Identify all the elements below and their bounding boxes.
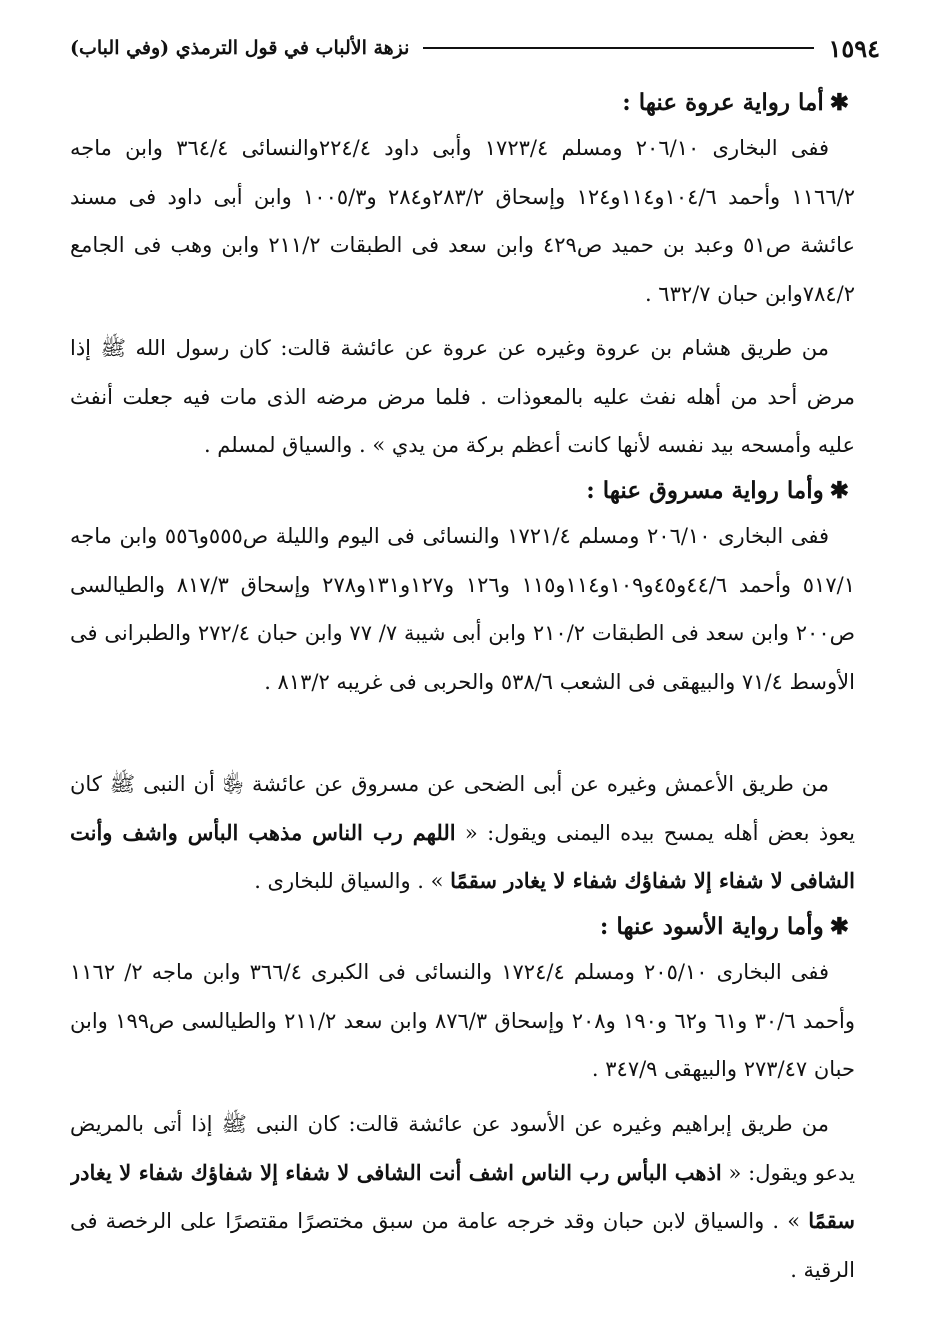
- narration-urwa: من طريق هشام بن عروة وغيره عن عروة عن عائشة قالت: كان رسول الله ﷺ إذا مرض أحد من أهله نفث عليه بالمعوذات . فلما مرض مرضه الذى مات فيه جعلت أنفث عليه وأمسحه بيد نفسه لأنها كانت أعظم بركة من يدي » . والسياق لمسلم .: [70, 336, 855, 457]
- references-urwa: ففى البخارى ٢٠٦/١٠ ومسلم ١٧٢٣/٤ وأبى داود ٢٢٤/٤والنسائى ٣٦٤/٤ وابن ماجه ١١٦٦/٢ وأحمد ١٠٤/٦و١١٤و١٢٤ وإسحاق ٢٨٣/٢و٢٨٤ و١٠٠٥/٣ وابن أبى داود فى مسند عائشة ص٥١ وعبد بن حميد ص٤٢٩ وابن سعد فى الطبقات ٢١١/٢ وابن وهب فى الجامع ٧٨٤/٢وابن حبان ٦٣٢/٧ .: [70, 136, 855, 306]
- page-body: [70, 82, 855, 1294]
- header-rule: [423, 47, 814, 49]
- page-header: [70, 28, 880, 68]
- narration-aswad: من طريق إبراهيم وغيره عن الأسود عن عائشة قالت: كان النبى ﷺ إذا أتى بالمريض يدعو ويقول: « اذهب البأس رب الناس اشف أنت الشافى لا شفاء إلا شفاؤك شفاء لا يغادر سقمًا » . والسياق لابن حبان وقد خرجه عامة من سبق مختصرًا مقتصرًا على الرخصة فى الرقية .: [70, 1112, 855, 1282]
- prayer-text: اذهب البأس رب الناس اشف أنت الشافى لا شفاء إلا شفاؤك شفاء لا يغادر سقمًا: [70, 1159, 855, 1233]
- prayer-text: اللهم رب الناس مذهب البأس واشف وأنت الشافى لا شفاء إلا شفاؤك شفاء لا يغادر سقمًا: [70, 819, 855, 893]
- references-masruq: ففى البخارى ٢٠٦/١٠ ومسلم ١٧٢١/٤ والنسائى فى اليوم والليلة ص٥٥٥و٥٥٦ وابن ماجه ٥١٧/١ وأحمد ٤٤/٦و٤٥و١٠٩و١١٤و١١٥ و١٢٦ و١٢٧و١٣١و٢٧٨ وإسحاق ٨١٧/٣ والطيالسى ص٢٠٠ وابن سعد فى الطبقات ٢١٠/٢ وابن أبى شيبة ٧/ ٧٧ وابن حبان ٢٧٢/٤ والطبرانى فى الأوسط ٧١/٤ والبيهقى فى الشعب ٥٣٨/٦ والحربى فى غريبه ٨١٣/٢ .: [70, 524, 855, 694]
- asterisk-icon: ✱: [829, 913, 849, 940]
- narration-masruq: من طريق الأعمش وغيره عن أبى الضحى عن مسروق عن عائشة ﵂ أن النبى ﷺ كان يعوذ بعض أهله يمسح بيده اليمنى ويقول: « اللهم رب الناس مذهب البأس واشف وأنت الشافى لا شفاء إلا شفاؤك شفاء لا يغادر سقمًا » . والسياق للبخارى .: [70, 772, 855, 893]
- section-heading-aswad: ✱وأما رواية الأسود عنها :: [599, 913, 849, 940]
- section-heading-urwa: ✱أما رواية عروة عنها :: [622, 89, 849, 116]
- running-title: نزهة الألباب في قول الترمذي (وفي الباب): [70, 37, 410, 59]
- page-number: ١٥٩٤: [828, 33, 880, 63]
- asterisk-icon: ✱: [829, 89, 849, 116]
- section-heading-masruq: ✱وأما رواية مسروق عنها :: [586, 477, 849, 504]
- references-aswad: ففى البخارى ٢٠٥/١٠ ومسلم ١٧٢٤/٤ والنسائى فى الكبرى ٣٦٦/٤ وابن ماجه ٢/ ١١٦٢ وأحمد ٣٠/٦ و٦١ و٦٢ و١٩٠ و٢٠٨ وإسحاق ٨٧٦/٣ وابن سعد ٢١١/٢ والطيالسى ص١٩٩ وابن حبان ٢٧٣/٤٧ والبيهقى ٣٤٧/٩ .: [70, 960, 855, 1081]
- asterisk-icon: ✱: [829, 477, 849, 504]
